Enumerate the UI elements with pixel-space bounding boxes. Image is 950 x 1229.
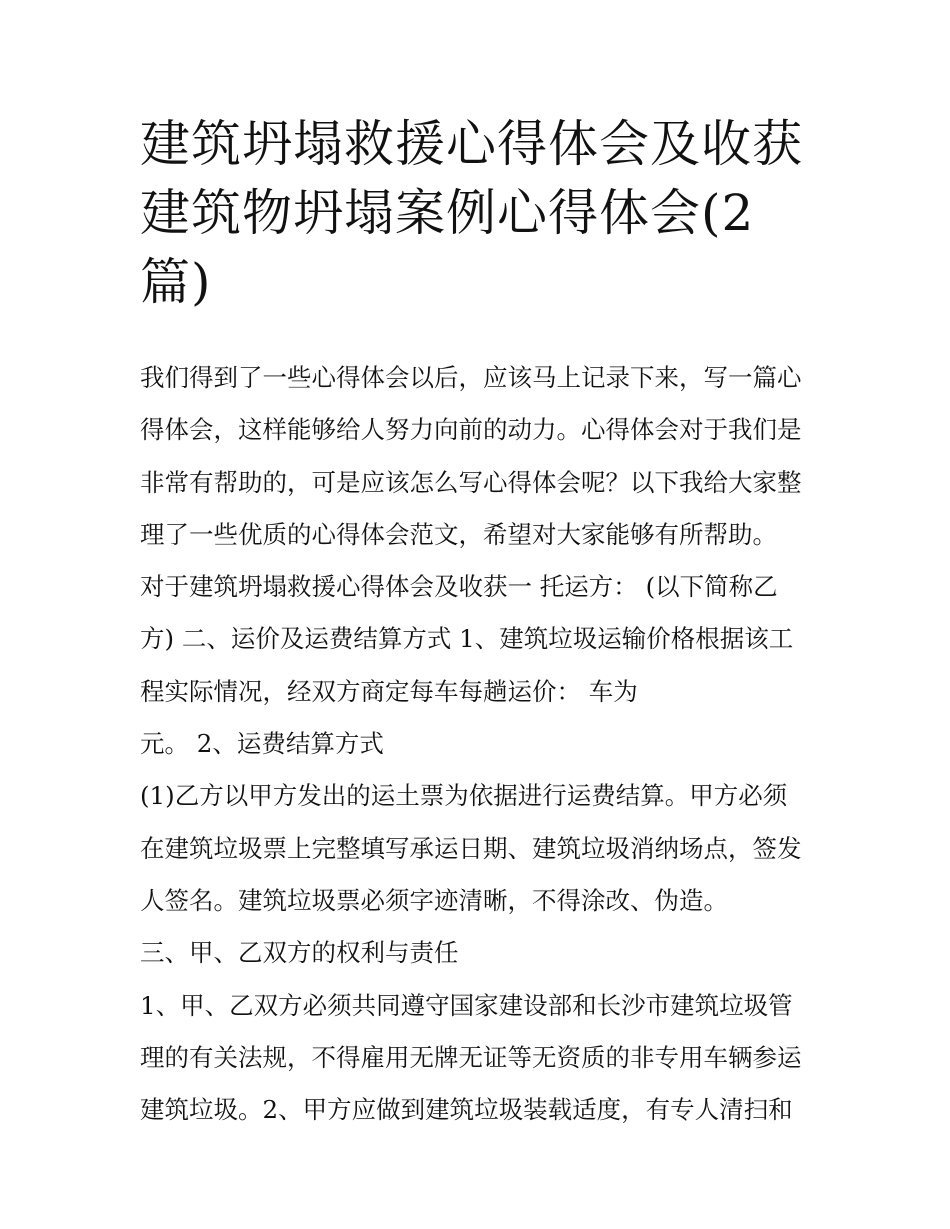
document-body xyxy=(140,352,820,1136)
title-line-2: 建筑物坍塌案例心得体会(2 xyxy=(140,184,755,242)
body-line: 1、甲、乙双方必须共同遵守国家建设部和长沙市建筑垃圾管 xyxy=(140,990,793,1020)
document-title xyxy=(140,110,820,317)
body-line: 建筑垃圾。2、甲方应做到建筑垃圾装载适度，有专人清扫和 xyxy=(140,1095,793,1125)
body-line: 三、甲、乙双方的权利与责任 xyxy=(140,938,459,968)
body-line: 元。 2、运费结算方式 xyxy=(140,729,384,759)
body-line: 得体会，这样能够给人努力向前的动力。心得体会对于我们是 xyxy=(140,415,802,445)
body-line: 非常有帮助的，可是应该怎么写心得体会呢？以下我给大家整 xyxy=(140,467,802,497)
body-line: 理了一些优质的心得体会范文，希望对大家能够有所帮助。 xyxy=(140,519,777,549)
title-line-1: 建筑坍塌救援心得体会及收获 xyxy=(140,115,803,173)
body-line: 方) 二、运价及运费结算方式 1、建筑垃圾运输价格根据该工 xyxy=(140,624,794,654)
body-line: (1)乙方以甲方发出的运土票为依据进行运费结算。甲方必须 xyxy=(140,781,788,811)
body-line: 在建筑垃圾票上完整填写承运日期、建筑垃圾消纳场点，签发 xyxy=(140,833,802,863)
body-line: 理的有关法规，不得雇用无牌无证等无资质的非专用车辆参运 xyxy=(140,1042,802,1072)
title-line-3: 篇) xyxy=(140,253,212,311)
body-line: 对于建筑坍塌救援心得体会及收获一 托运方： (以下简称乙 xyxy=(140,572,778,602)
body-line: 我们得到了一些心得体会以后，应该马上记录下来，写一篇心 xyxy=(140,363,802,392)
body-line: 人签名。建筑垃圾票必须字迹清晰，不得涂改、伪造。 xyxy=(140,885,728,915)
body-line: 程实际情况，经双方商定每车每趟运价： 车为 xyxy=(140,676,638,706)
